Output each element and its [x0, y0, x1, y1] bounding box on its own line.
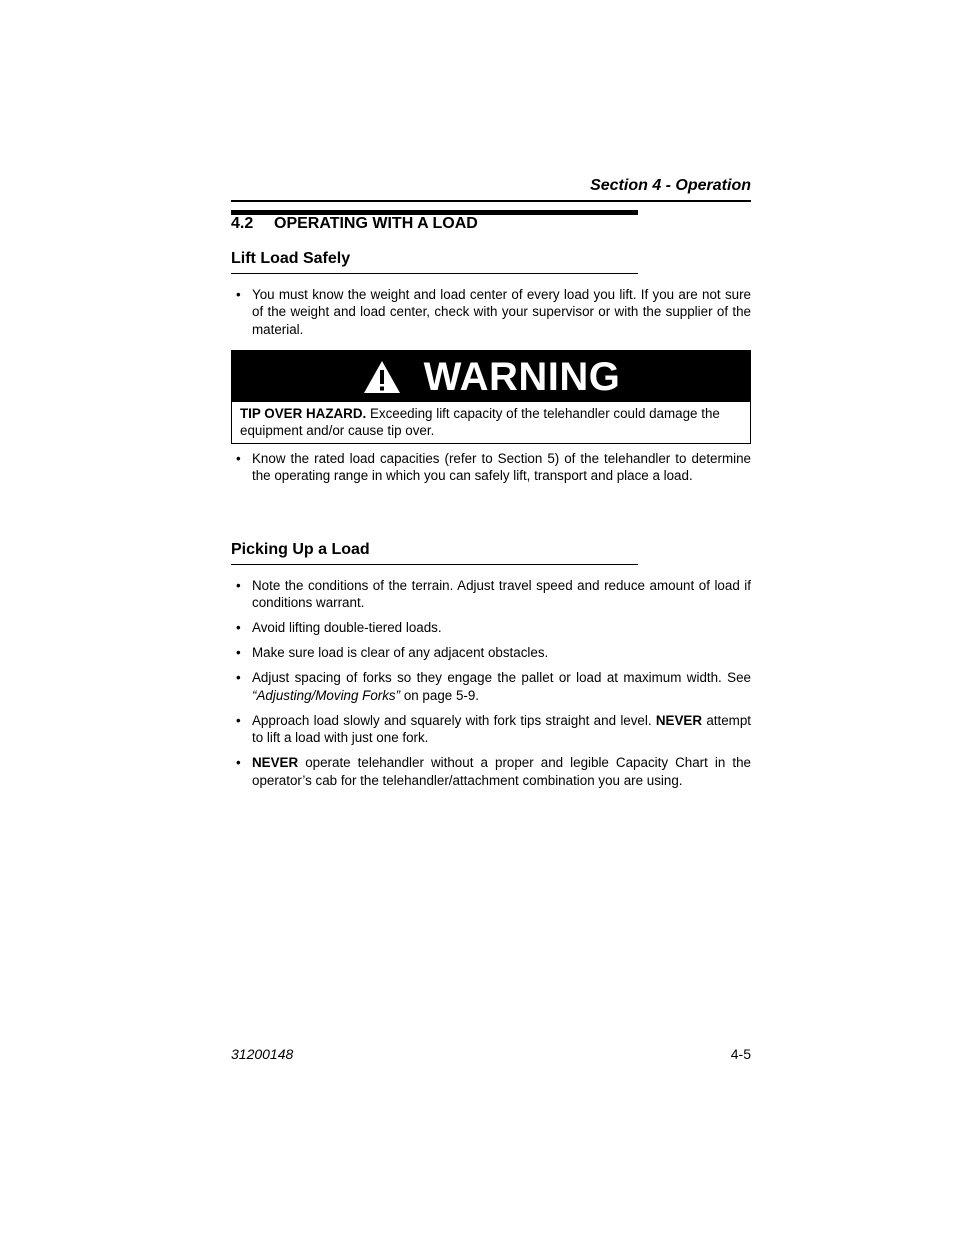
header-rule [231, 200, 751, 202]
lift-load-safely-heading: Lift Load Safely [231, 250, 351, 267]
picking-up-heading: Picking Up a Load [231, 541, 370, 558]
list-item: • Know the rated load capacities (refer to Section 5) of the telehandler to determine the operating range in which you can safely lift, transport and place a load. [236, 451, 751, 484]
list-item: • Avoid lifting double-tiered loads. [236, 620, 442, 636]
list-item: • You must know the weight and load center of every load you lift. If you are not sure of the weight and load center, check with your supervisor or with the supplier of the material. [236, 287, 751, 337]
list-item: • Approach load slowly and squarely with fork tips straight and level. NEVER attempt to lift a load with just one fork. [236, 712, 751, 746]
page-number: 4-5 [730, 1046, 751, 1062]
warning-box [231, 350, 751, 444]
warning-title: WARNING [423, 354, 621, 399]
list-item: • Adjust spacing of forks so they engage the pallet or load at maximum width. See “Adjusting/Moving Forks” on page 5-9. [236, 670, 751, 703]
warning-banner [232, 351, 750, 402]
lift-load-list-2 [231, 450, 751, 492]
document-number: 31200148 [231, 1046, 294, 1062]
section-heading [231, 214, 478, 234]
list-item: • NEVER operate telehandler without a proper and legible Capacity Chart in the operator’s cab for the telehandler/attachment combination you are using. [236, 755, 751, 788]
list-item: • Note the conditions of the terrain. Adjust travel speed and reduce amount of load if conditions warrant. [236, 578, 751, 611]
section-header: Section 4 - Operation [590, 177, 751, 194]
warning-triangle-icon [362, 359, 402, 395]
picking-up-rule [231, 564, 638, 565]
picking-up-list [231, 577, 751, 797]
section-title: OPERATING WITH A LOAD [274, 215, 478, 232]
lift-load-safely-rule [231, 273, 638, 274]
manual-page [231, 0, 751, 1235]
hazard-label: TIP OVER HAZARD. [240, 406, 367, 421]
list-item: • Make sure load is clear of any adjacent obstacles. [236, 645, 549, 661]
section-number: 4.2 [231, 215, 254, 232]
hazard-text: Exceeding lift capacity of the telehandler could damage the equipment and/or cause tip over. [240, 406, 720, 439]
cross-reference: “Adjusting/Moving Forks” [252, 687, 401, 703]
warning-message [240, 405, 744, 440]
lift-load-list-1 [231, 286, 751, 346]
